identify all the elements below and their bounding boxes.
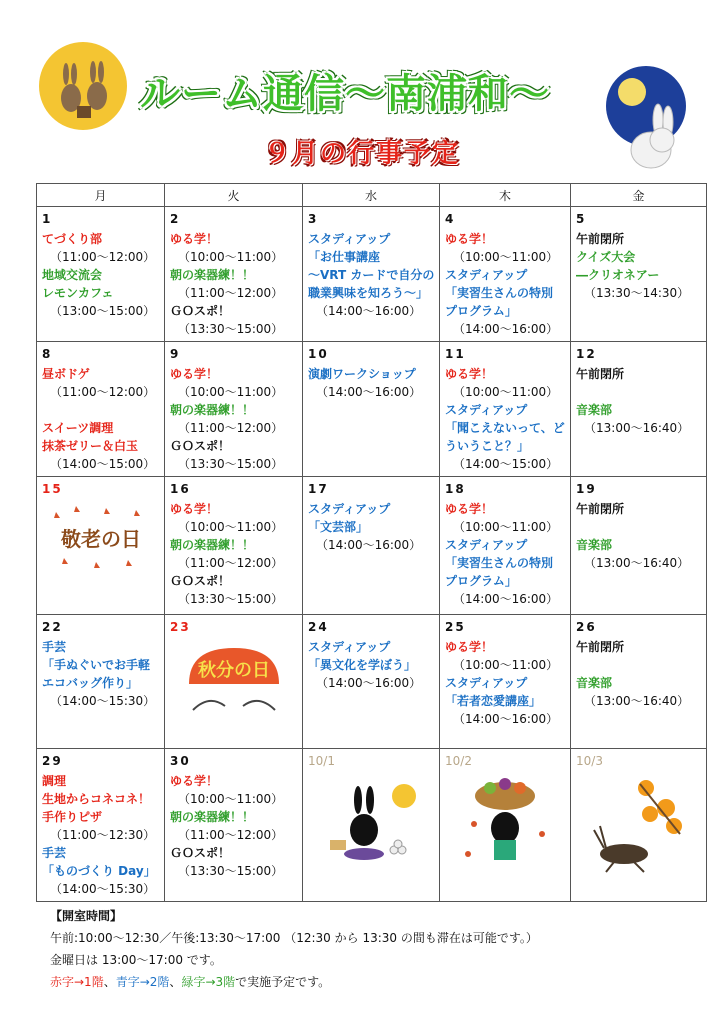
weekday-fri: 金	[571, 184, 707, 207]
week-row	[37, 207, 707, 342]
legend-sep: 、	[103, 975, 116, 989]
event-line: （14:00～16:00）	[316, 304, 422, 318]
day-number: 29	[42, 754, 63, 768]
event-line: 「若者恋愛講座」	[445, 694, 542, 708]
weekday-wed: 水	[303, 184, 440, 207]
event-line: （14:00～15:00）	[50, 457, 156, 471]
week-row	[37, 477, 707, 615]
day-cell	[303, 615, 440, 749]
event-line: 「実習生さんの特別	[445, 286, 554, 300]
event-line: （13:30～15:00）	[178, 592, 284, 606]
event-line: ゆる学！	[445, 232, 494, 246]
day-cell	[440, 749, 571, 902]
opening-hours	[50, 905, 538, 993]
day-cell	[303, 477, 440, 615]
event-line: （13:30～14:30）	[584, 286, 690, 300]
event-line: （14:00～16:00）	[453, 322, 559, 336]
day-number: 11	[445, 347, 466, 361]
event-line: ＧＯスポ！	[170, 574, 231, 588]
day-number: 23	[170, 620, 191, 634]
event-line: 手芸	[42, 640, 67, 654]
event-line: ゆる学！	[445, 367, 494, 381]
event-line: スタディアップ	[308, 640, 391, 654]
opening-hours-text: 午前:10:00～12:30／午後:13:30～17:00 （12:30 から 13:30 の間も滞在は可能です。）	[50, 931, 538, 945]
day-number: 2	[170, 212, 181, 226]
event-line: 演劇ワークショップ	[308, 367, 416, 381]
event-line: （13:30～15:00）	[178, 322, 284, 336]
weekday-thu: 木	[440, 184, 571, 207]
day-number: 12	[576, 347, 597, 361]
event-line: 「実習生さんの特別	[445, 556, 554, 570]
event-line: 朝の楽器練！！	[170, 268, 255, 282]
event-line: 午前閉所	[576, 502, 625, 516]
event-line: （11:00～12:30）	[50, 828, 156, 842]
legend-blue: 青字→2階	[115, 975, 170, 989]
event-line: （10:00～11:00）	[178, 792, 284, 806]
event-line: 「手ぬぐいでお手軽	[42, 658, 151, 672]
event-line: 午前閉所	[576, 640, 625, 654]
holiday-art-text: 敬老の日	[60, 527, 141, 551]
event-line: （13:30～15:00）	[178, 864, 284, 878]
event-line: 朝の楽器練！！	[170, 538, 255, 552]
moon-rabbits-icon	[37, 40, 129, 132]
day-number: 17	[308, 482, 329, 496]
event-line: （11:00～12:00）	[50, 250, 156, 264]
event-line: 「ものづくり Day」	[42, 864, 156, 878]
day-number: 16	[170, 482, 191, 496]
event-line: エコバッグ作り」	[42, 676, 139, 690]
event-line: てづくり部	[42, 232, 103, 246]
event-line: 抹茶ゼリー＆白玉	[42, 439, 139, 453]
event-line: （14:00～15:30）	[50, 694, 156, 708]
event-line: スイーツ調理	[42, 421, 114, 435]
day-cell	[303, 342, 440, 477]
event-line	[576, 383, 701, 401]
event-line: （13:00～16:40）	[584, 421, 690, 435]
weekday-tue: 火	[165, 184, 303, 207]
day-number: 30	[170, 754, 191, 768]
event-line: （10:00～11:00）	[453, 658, 559, 672]
legend-green: 緑字→3階	[181, 975, 236, 989]
day-cell	[37, 207, 165, 342]
event-line: スタディアップ	[308, 232, 391, 246]
day-cell	[571, 477, 707, 615]
event-line: 職業興味を知ろう～」	[308, 286, 429, 300]
event-line: 地域交流会	[42, 268, 103, 282]
week-row	[37, 749, 707, 902]
event-line: スタディアップ	[445, 268, 528, 282]
event-line: （13:00～16:40）	[584, 694, 690, 708]
event-line: （14:00～16:00）	[316, 538, 422, 552]
event-line: （10:00～11:00）	[178, 385, 284, 399]
event-line: 「異文化を学ぼう」	[308, 658, 417, 672]
event-line: 音楽部	[576, 403, 613, 417]
event-line: スタディアップ	[445, 676, 528, 690]
cricket-osmanthus-icon	[584, 774, 694, 874]
event-line: （14:00～16:00）	[316, 676, 422, 690]
weekday-header-row	[37, 184, 707, 207]
autumn-equinox-day-icon	[179, 640, 289, 720]
event-line: （14:00～16:00）	[453, 712, 559, 726]
event-line: 「聞こえないって、ど	[445, 421, 565, 435]
event-line: （10:00～11:00）	[453, 385, 559, 399]
day-cell	[303, 749, 440, 902]
event-line: 音楽部	[576, 676, 613, 690]
event-line: ういうこと？」	[445, 439, 530, 453]
event-line: ＧＯスポ！	[170, 304, 231, 318]
floor-legend	[50, 971, 538, 993]
event-line: クイズ大会	[576, 250, 636, 264]
day-cell	[571, 342, 707, 477]
day-cell	[440, 207, 571, 342]
event-line: （11:00～12:00）	[178, 421, 284, 435]
event-line: ―クリオネアー	[576, 268, 660, 282]
day-number: 10/2	[445, 754, 472, 768]
weekday-mon: 月	[37, 184, 165, 207]
event-line: （11:00～12:00）	[178, 286, 284, 300]
day-number: 8	[42, 347, 53, 361]
day-cell	[37, 615, 165, 749]
day-number: 10/1	[308, 754, 335, 768]
event-line: （11:00～12:00）	[178, 828, 284, 842]
event-line: 午前閉所	[576, 367, 625, 381]
day-cell	[165, 749, 303, 902]
day-number: 18	[445, 482, 466, 496]
week-row	[37, 615, 707, 749]
day-number: 22	[42, 620, 63, 634]
legend-red: 赤字→1階	[50, 975, 104, 989]
day-number: 10/3	[576, 754, 603, 768]
day-cell	[440, 615, 571, 749]
legend-sep: 、	[169, 975, 182, 989]
day-cell	[165, 477, 303, 615]
day-number: 26	[576, 620, 597, 634]
event-line: ゆる学！	[445, 502, 494, 516]
event-line: 午前閉所	[576, 232, 625, 246]
event-line: 手芸	[42, 846, 67, 860]
page-title: ルーム通信～南浦和～	[140, 71, 550, 117]
harvest-basket-icon	[450, 774, 560, 874]
event-line: 「文芸部」	[308, 520, 369, 534]
week-row	[37, 342, 707, 477]
day-number: 1	[42, 212, 53, 226]
day-cell	[165, 207, 303, 342]
event-line: （11:00～12:00）	[50, 385, 156, 399]
event-line: （10:00～11:00）	[178, 520, 284, 534]
day-number: 5	[576, 212, 587, 226]
event-line: ＧＯスポ！	[170, 846, 231, 860]
day-number: 25	[445, 620, 466, 634]
event-line: レモンカフェ	[42, 286, 114, 300]
event-line: ゆる学！	[170, 774, 219, 788]
event-line: （14:00～15:30）	[50, 882, 156, 896]
event-line: （11:00～12:00）	[178, 556, 284, 570]
event-line: 音楽部	[576, 538, 613, 552]
holiday-art-text: 秋分の日	[197, 660, 270, 681]
event-line: （10:00～11:00）	[453, 520, 559, 534]
event-line: （14:00～16:00）	[316, 385, 422, 399]
event-line	[576, 518, 701, 536]
day-number: 19	[576, 482, 597, 496]
day-cell	[165, 615, 303, 749]
event-line: 手作りピザ	[42, 810, 103, 824]
day-number: 10	[308, 347, 329, 361]
event-line: 朝の楽器練！！	[170, 810, 255, 824]
day-cell	[571, 207, 707, 342]
event-calendar	[36, 183, 707, 902]
day-cell	[571, 749, 707, 902]
event-line: 調理	[42, 774, 67, 788]
rabbit-moon-icon	[316, 774, 426, 874]
event-line: 朝の楽器練！！	[170, 403, 255, 417]
day-cell	[37, 477, 165, 615]
event-line: ゆる学！	[170, 367, 219, 381]
event-line: 生地からコネコネ！	[42, 792, 151, 806]
friday-hours-text: 金曜日は 13:00～17:00 です。	[50, 953, 222, 967]
page-subtitle: ９月の行事予定	[263, 139, 460, 169]
event-line: スタディアップ	[445, 403, 528, 417]
event-line: プログラム」	[445, 574, 517, 588]
event-line: スタディアップ	[308, 502, 391, 516]
event-line: スタディアップ	[445, 538, 528, 552]
event-line: （10:00～11:00）	[453, 250, 559, 264]
legend-tail: で実施予定です。	[235, 975, 331, 989]
day-number: 15	[42, 482, 63, 496]
day-number: 3	[308, 212, 319, 226]
event-line: ゆる学！	[170, 502, 219, 516]
event-line: （13:00～15:00）	[50, 304, 156, 318]
respect-for-aged-day-icon	[46, 502, 156, 572]
day-cell	[440, 477, 571, 615]
day-number: 9	[170, 347, 181, 361]
day-number: 4	[445, 212, 456, 226]
event-line: 「お仕事講座	[308, 250, 381, 264]
event-line: ＧＯスポ！	[170, 439, 231, 453]
day-cell	[440, 342, 571, 477]
day-cell	[37, 749, 165, 902]
opening-hours-heading: 【開室時間】	[50, 909, 123, 923]
event-line: （14:00～16:00）	[453, 592, 559, 606]
day-number: 24	[308, 620, 329, 634]
event-line: （13:30～15:00）	[178, 457, 284, 471]
event-line: （10:00～11:00）	[178, 250, 284, 264]
day-cell	[571, 615, 707, 749]
day-cell	[37, 342, 165, 477]
day-cell	[303, 207, 440, 342]
event-line: プログラム」	[445, 304, 517, 318]
event-line: ゆる学！	[170, 232, 219, 246]
event-line: 昼ボドゲ	[42, 367, 90, 381]
event-line	[576, 656, 701, 674]
event-line: ～VRT カードで自分の	[308, 268, 435, 282]
event-line	[42, 401, 159, 419]
event-line: （14:00～15:00）	[453, 457, 559, 471]
event-line: （13:00～16:40）	[584, 556, 690, 570]
day-cell	[165, 342, 303, 477]
event-line: ゆる学！	[445, 640, 494, 654]
